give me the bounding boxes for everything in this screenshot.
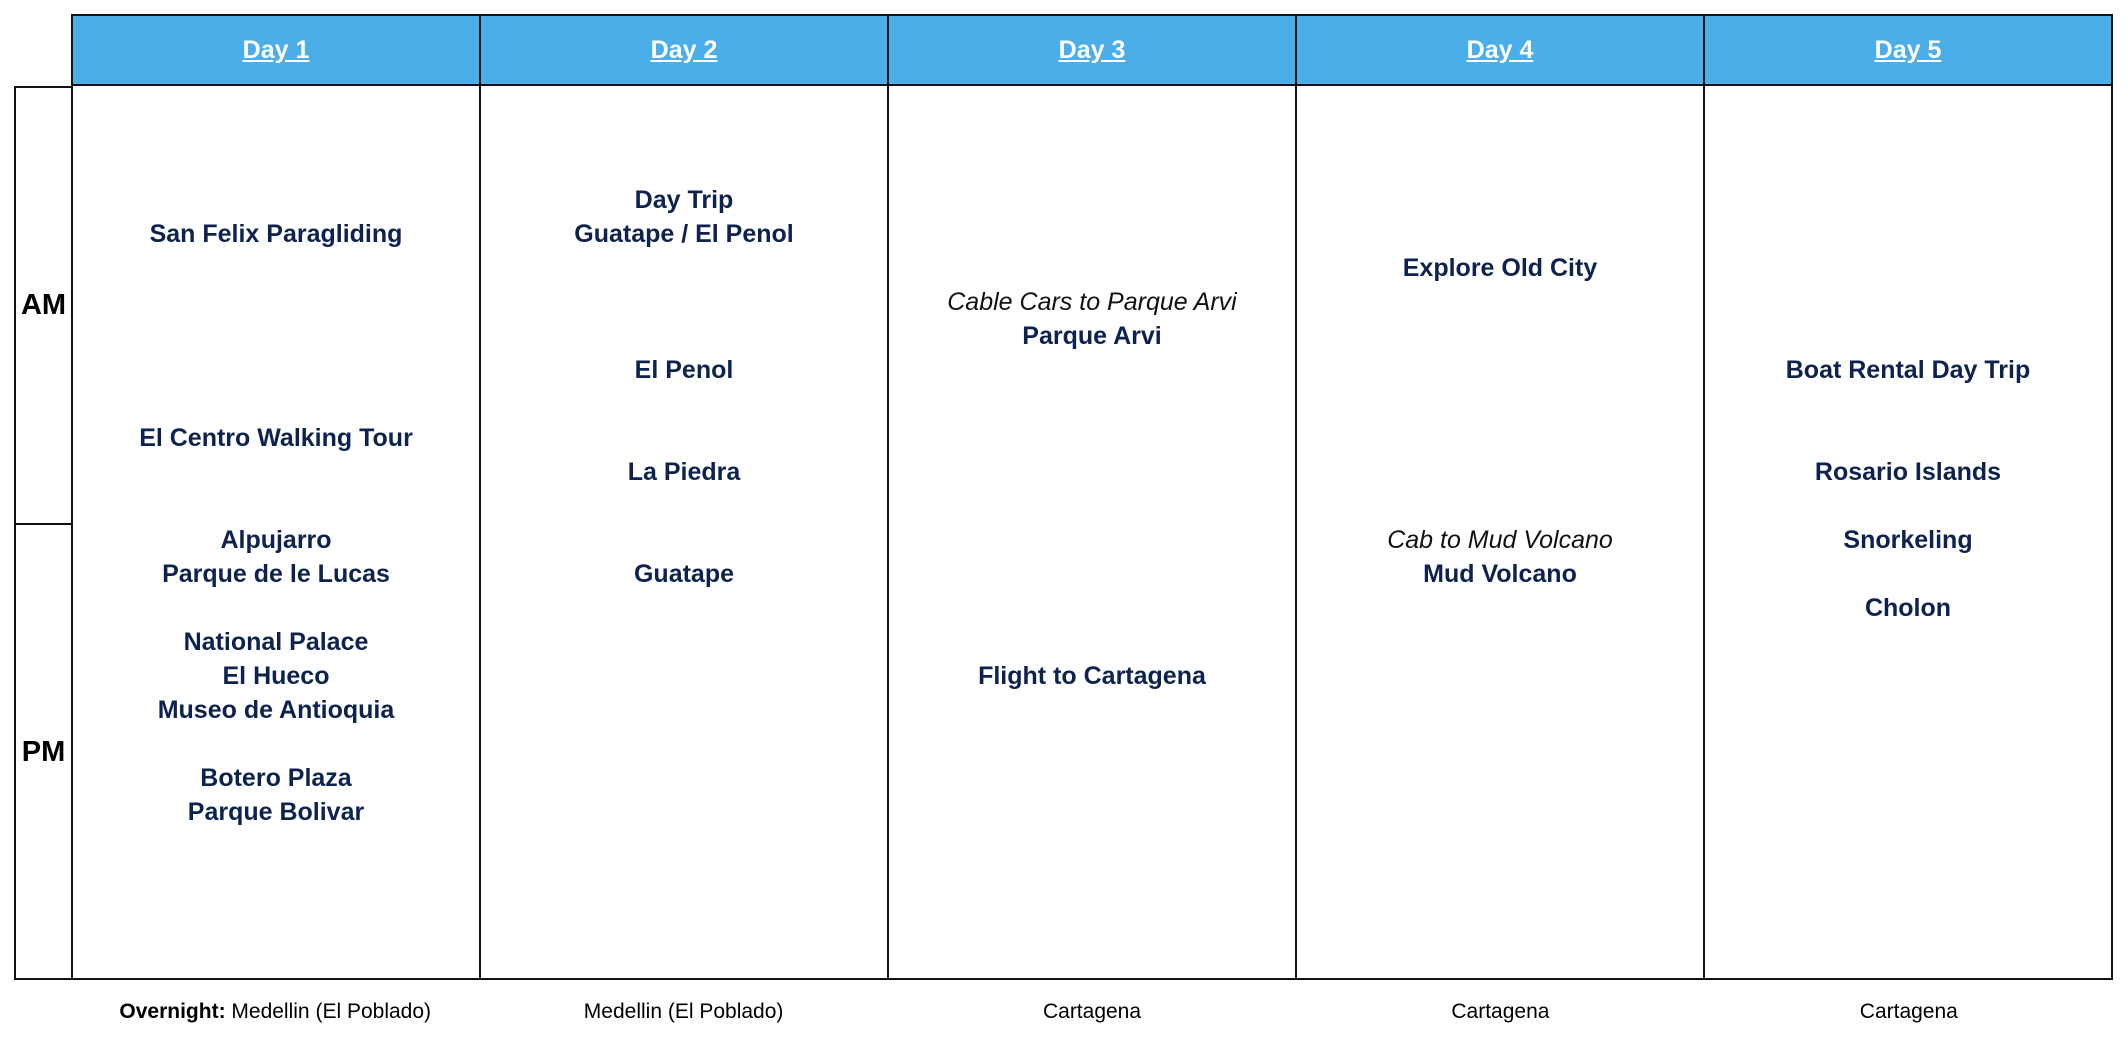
activity: Flight to Cartagena [978, 662, 1206, 690]
activity: Cholon [1864, 594, 1952, 622]
time-of-day-column [14, 86, 71, 980]
activity: Boat Rental Day Trip [1785, 356, 2031, 384]
overnight-location: Cartagena [1451, 1000, 1550, 1023]
day-header-row [71, 14, 2113, 86]
activity: La Piedra [627, 458, 741, 486]
day-2-column [481, 86, 889, 978]
activity: Explore Old City [1402, 254, 1598, 282]
activity: Parque Bolivar [187, 798, 365, 826]
activity: Museo de Antioquia [157, 696, 395, 724]
activity: Botero Plaza [200, 764, 352, 792]
overnight-location: Medellin (El Poblado) [583, 1000, 784, 1023]
overnight-day-5 [1705, 1000, 2113, 1034]
day-3-column [889, 86, 1297, 978]
activity: San Felix Paragliding [149, 220, 403, 248]
am-label: AM [16, 88, 71, 525]
day-4-header[interactable]: Day 4 [1297, 16, 1705, 84]
day-2-header[interactable]: Day 2 [481, 16, 889, 84]
overnight-label: Overnight: [119, 1000, 226, 1023]
activity: El Penol [634, 356, 734, 384]
activity: Guatape / El Penol [574, 220, 794, 248]
activity: Day Trip [634, 186, 734, 214]
transport-note: Cable Cars to Parque Arvi [947, 288, 1237, 316]
activity: El Centro Walking Tour [139, 424, 413, 452]
day-1-header[interactable]: Day 1 [73, 16, 481, 84]
overnight-row [71, 1000, 2113, 1034]
activity: El Hueco [222, 662, 330, 690]
overnight-day-1 [71, 1000, 479, 1034]
activity: Alpujarro [220, 526, 332, 554]
itinerary-table [14, 14, 2114, 980]
overnight-location: Cartagena [1859, 1000, 1958, 1023]
day-5-header[interactable]: Day 5 [1874, 35, 1942, 64]
overnight-day-3 [888, 1000, 1296, 1034]
transport-note: Cab to Mud Volcano [1387, 526, 1613, 554]
overnight-day-2 [479, 1000, 887, 1034]
activity: Guatape [633, 560, 735, 588]
activity: Rosario Islands [1814, 458, 2002, 486]
activity: Snorkeling [1843, 526, 1973, 554]
itinerary-body [71, 86, 2113, 980]
overnight-day-4 [1296, 1000, 1704, 1034]
day-1-column [73, 86, 481, 978]
activity: Parque de le Lucas [162, 560, 390, 588]
activity: Parque Arvi [1022, 322, 1162, 350]
activity: Mud Volcano [1423, 560, 1577, 588]
day-3-header[interactable]: Day 3 [889, 16, 1297, 84]
overnight-location: Medellin (El Poblado) [231, 1000, 432, 1023]
day-4-column [1297, 86, 1705, 978]
pm-label: PM [21, 736, 66, 768]
activity: National Palace [183, 628, 369, 656]
day-5-column [1705, 86, 2111, 978]
overnight-location: Cartagena [1042, 1000, 1142, 1023]
